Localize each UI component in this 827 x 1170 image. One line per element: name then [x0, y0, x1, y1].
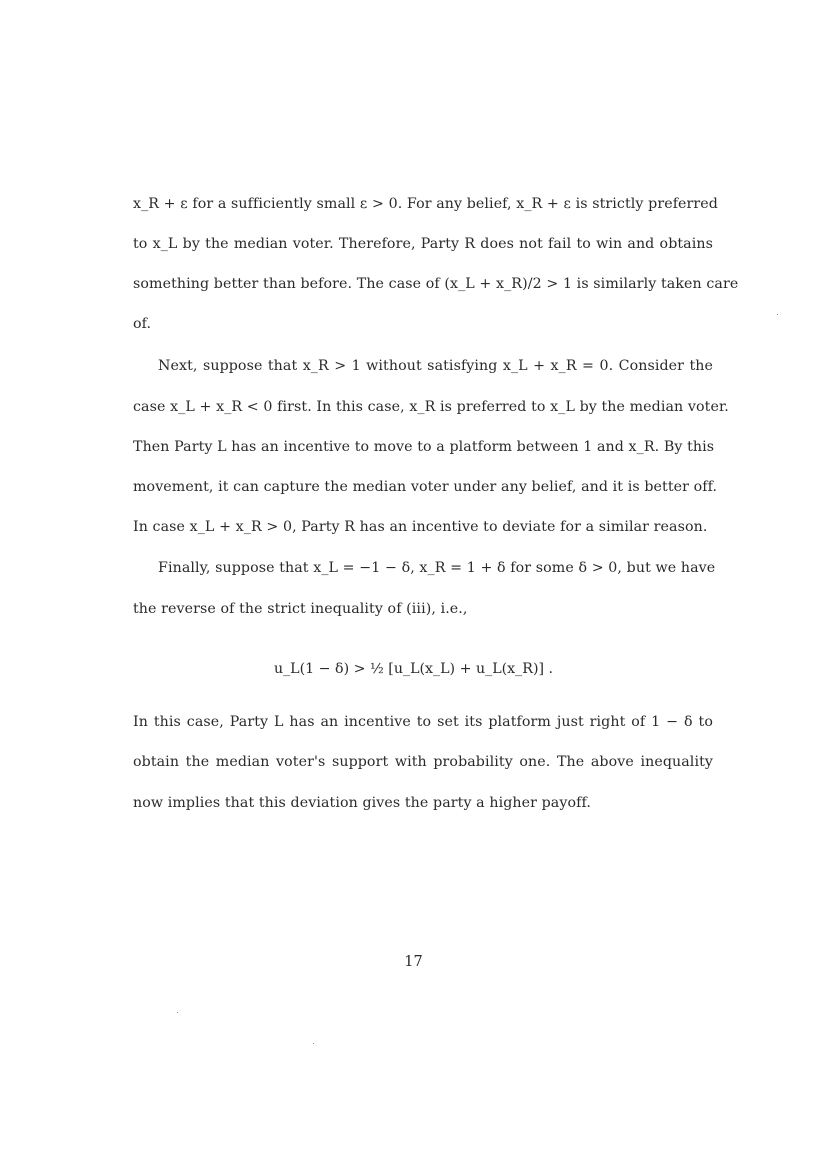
scan-speck: [777, 314, 778, 315]
text-line-12: In this case, Party L has an incentive to set its platform just right of 1 − δ to: [133, 714, 713, 730]
text-line-10: Finally, suppose that x_L = −1 − δ, x_R = 1 + δ for some δ > 0, but we have: [158, 560, 716, 576]
text-line-6: case x_L + x_R < 0 first. In this case, x_R is preferred to x_L by the median voter.: [133, 399, 729, 415]
page-number: 17: [404, 954, 423, 970]
text-line-2: to x_L by the median voter. Therefore, Party R does not fail to win and obtains: [133, 236, 713, 252]
scan-speck: [313, 1043, 314, 1044]
text-line-11: the reverse of the strict inequality of (iii), i.e.,: [133, 601, 468, 617]
text-line-7: Then Party L has an incentive to move to a platform between 1 and x_R. By this: [133, 439, 715, 455]
text-line-14: now implies that this deviation gives the party a higher payoff.: [133, 795, 591, 811]
text-line-1: x_R + ε for a sufficiently small ε > 0. For any belief, x_R + ε is strictly preferred: [133, 196, 718, 212]
text-line-13: obtain the median voter's support with probability one. The above inequality: [133, 754, 713, 770]
display-equation: u_L(1 − δ) > ½ [u_L(x_L) + u_L(x_R)] .: [273, 661, 554, 677]
text-line-9: In case x_L + x_R > 0, Party R has an incentive to deviate for a similar reason.: [133, 519, 708, 535]
scan-speck: [177, 1012, 178, 1013]
text-line-4: of.: [133, 316, 152, 332]
text-line-3: something better than before. The case of (x_L + x_R)/2 > 1 is similarly taken care: [133, 276, 739, 292]
text-line-5: Next, suppose that x_R > 1 without satisfying x_L + x_R = 0. Consider the: [158, 358, 713, 374]
text-line-8: movement, it can capture the median voter under any belief, and it is better off.: [133, 479, 718, 495]
